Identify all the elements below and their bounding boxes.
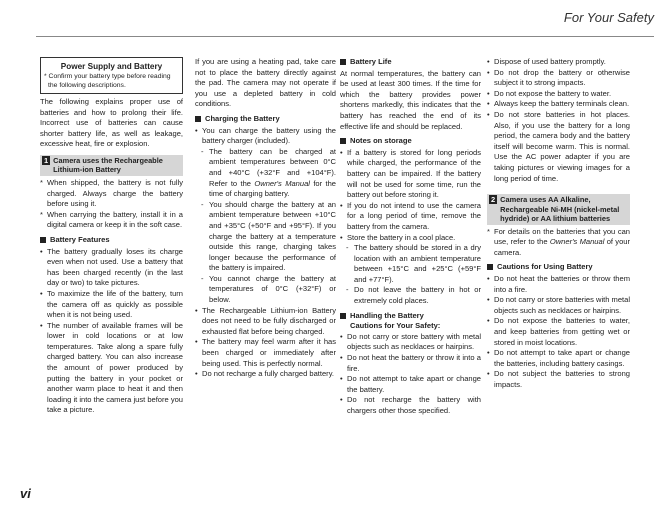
- note-item: * When carrying the battery, install it in a digital camera or keep it in the soft case.: [40, 210, 183, 231]
- list-item: • Dispose of used battery promptly.: [487, 57, 630, 68]
- list-item: • Do not store batteries in hot places. Also, if you use the battery for a long period, the camera body and the battery itself will become warm. This is normal. Use the AC power adapter if you are taking pictures or viewing images for a long period of time.: [487, 110, 630, 184]
- list-item: • Do not carry or store batteries with metal objects such as necklaces or hairpins.: [487, 295, 630, 316]
- battery-features-list: [40, 247, 183, 417]
- section-1-heading: [40, 155, 183, 176]
- battery-care-list: [487, 57, 630, 184]
- square-bullet-icon: [340, 59, 346, 65]
- column-3: [340, 57, 481, 417]
- cautions-list: [487, 274, 630, 391]
- box-title: Power Supply and Battery: [60, 62, 163, 71]
- list-item: • Do not heat the batteries or throw them into a fire.: [487, 274, 630, 295]
- list-item: • To maximize the life of the battery, turn the camera off as quickly as possible when it is not being used.: [40, 289, 183, 321]
- owners-manual-ref: Owner's Manual: [549, 237, 605, 247]
- square-bullet-icon: [340, 138, 346, 144]
- list-item: • Do not expose the battery to water.: [487, 89, 630, 100]
- handling-list: [340, 332, 481, 417]
- list-item: • The battery gradually loses its charge even when not used. Use a battery that has been charged recently (in the last day or two) to take pictures.: [40, 247, 183, 289]
- lithium-notes: [40, 178, 183, 231]
- square-bullet-icon: [340, 313, 346, 319]
- sub-list-item: - The battery should be stored in a dry location with an ambient temperature between +15°C and +25°C (+59°F and +77°F).: [340, 243, 481, 285]
- power-supply-box: [40, 57, 183, 94]
- charging-list: [195, 126, 336, 380]
- list-item: • Do not attempt to take apart or change the battery.: [340, 374, 481, 395]
- note-item: * When shipped, the battery is not fully charged. Always charge the battery before using it.: [40, 178, 183, 210]
- list-item: • Always keep the battery terminals clean.: [487, 99, 630, 110]
- cautions-heading: Cautions for Using Battery: [487, 262, 630, 273]
- square-bullet-icon: [487, 264, 493, 270]
- page-number: vi: [20, 486, 31, 501]
- page-header-title: For Your Safety: [563, 10, 654, 25]
- list-item: • Do not attempt to take apart or change the batteries, including battery casings.: [487, 348, 630, 369]
- list-item: • The Rechargeable Lithium-ion Battery does not need to be fully discharged or exhausted flat before being charged.: [195, 306, 336, 338]
- storage-list: [340, 148, 481, 307]
- owners-manual-ref: Owner's Manual: [254, 178, 310, 188]
- column-1: [40, 57, 183, 416]
- box-note: * Confirm your battery type before reading the following descriptions.: [44, 73, 171, 89]
- list-item: • Do not heat the battery or throw it into a fire.: [340, 353, 481, 374]
- list-item: • Do not drop the battery or otherwise subject it to strong impacts.: [487, 68, 630, 89]
- battery-features-heading: Battery Features: [40, 235, 183, 246]
- column-4: [487, 57, 630, 391]
- list-item: • Store the battery in a cool place.: [340, 233, 481, 244]
- section-number: 1: [44, 155, 49, 165]
- battery-life-paragraph: At normal temperatures, the battery can be used at least 300 times. If the time for which the battery provides power shortens markedly, this indicates that the battery has reached the end of its effective life and should be replaced.: [340, 68, 481, 131]
- list-item: • If a battery is stored for long periods while charged, the performance of the battery can be impaired. If the battery will not be used for some time, run the battery out before storing it.: [340, 148, 481, 201]
- list-item: • Do not recharge a fully charged battery.: [195, 369, 336, 380]
- aa-note: [487, 227, 630, 259]
- charging-heading: Charging the Battery: [195, 114, 336, 125]
- battery-life-heading: Battery Life: [340, 57, 481, 68]
- list-item: • The battery may feel warm after it has been charged or immediately after being used. This is perfectly normal.: [195, 337, 336, 369]
- sub-list-item: - You should charge the battery at an ambient temperature between +10°C and +35°C (+50°F and +95°F). If you charge the battery at a temperature outside this range, charging takes longer because the performance of the battery is impaired.: [195, 200, 336, 274]
- heating-pad-paragraph: If you are using a heating pad, take care not to place the battery directly against the pad. The camera may not operate if you use a depleted battery in cold conditions.: [195, 57, 336, 109]
- square-bullet-icon: [40, 237, 46, 243]
- note-item: * For details on the batteries that you can use, refer to the Owner's Manual of your camera.: [487, 227, 630, 259]
- storage-heading: Notes on storage: [340, 136, 481, 147]
- column-2: [195, 57, 336, 380]
- list-item: • If you do not intend to use the camera for a long period of time, remove the battery from the camera.: [340, 201, 481, 233]
- sub-list-item: - The battery can be charged at ambient temperatures between 0°C and +40°C (+32°F and +104°F). Refer to the Owner's Manual for the time of charging battery.: [195, 147, 336, 200]
- handling-subheading: Cautions for Your Safety:: [350, 321, 441, 331]
- section-label: Camera uses the Rechargeable Lithium-ion Battery: [53, 155, 163, 175]
- section-label: Camera uses AA Alkaline, Rechargeable Ni-MH (nickel-metal hydride) or AA lithium batteries: [500, 195, 620, 224]
- sub-list-item: - You cannot charge the battery at temperatures of 0°C (+32°F) or below.: [195, 274, 336, 306]
- list-item: • The number of available frames will be lower in cold locations or at low temperatures. Take along a spare fully charged battery. You can also increase the amount of power produced by putting the battery in your pocket or another warm place to heat it and then loading it into the camera just before you take a picture.: [40, 321, 183, 416]
- section-2-heading: [487, 194, 630, 225]
- list-item: • Do not carry or store battery with metal objects such as necklaces or hairpins.: [340, 332, 481, 353]
- list-item: • Do not expose the batteries to water, and keep batteries from getting wet or stored in moist locations.: [487, 316, 630, 348]
- list-item: • You can charge the battery using the battery charger (included).: [195, 126, 336, 147]
- section-number: 2: [491, 195, 496, 205]
- square-bullet-icon: [195, 116, 201, 122]
- list-item: • Do not recharge the battery with chargers other those specified.: [340, 395, 481, 416]
- header-rule: [36, 36, 654, 37]
- list-item: • Do not subject the batteries to strong impacts.: [487, 369, 630, 390]
- intro-paragraph: The following explains proper use of batteries and how to prolong their life. Incorrect use of batteries can cause shorter battery life, as well as leakage, excessive heat, fire or explosion.: [40, 97, 183, 149]
- handling-heading: Handling the Battery: [340, 311, 481, 322]
- sub-list-item: - Do not leave the battery in hot or extremely cold places.: [340, 285, 481, 306]
